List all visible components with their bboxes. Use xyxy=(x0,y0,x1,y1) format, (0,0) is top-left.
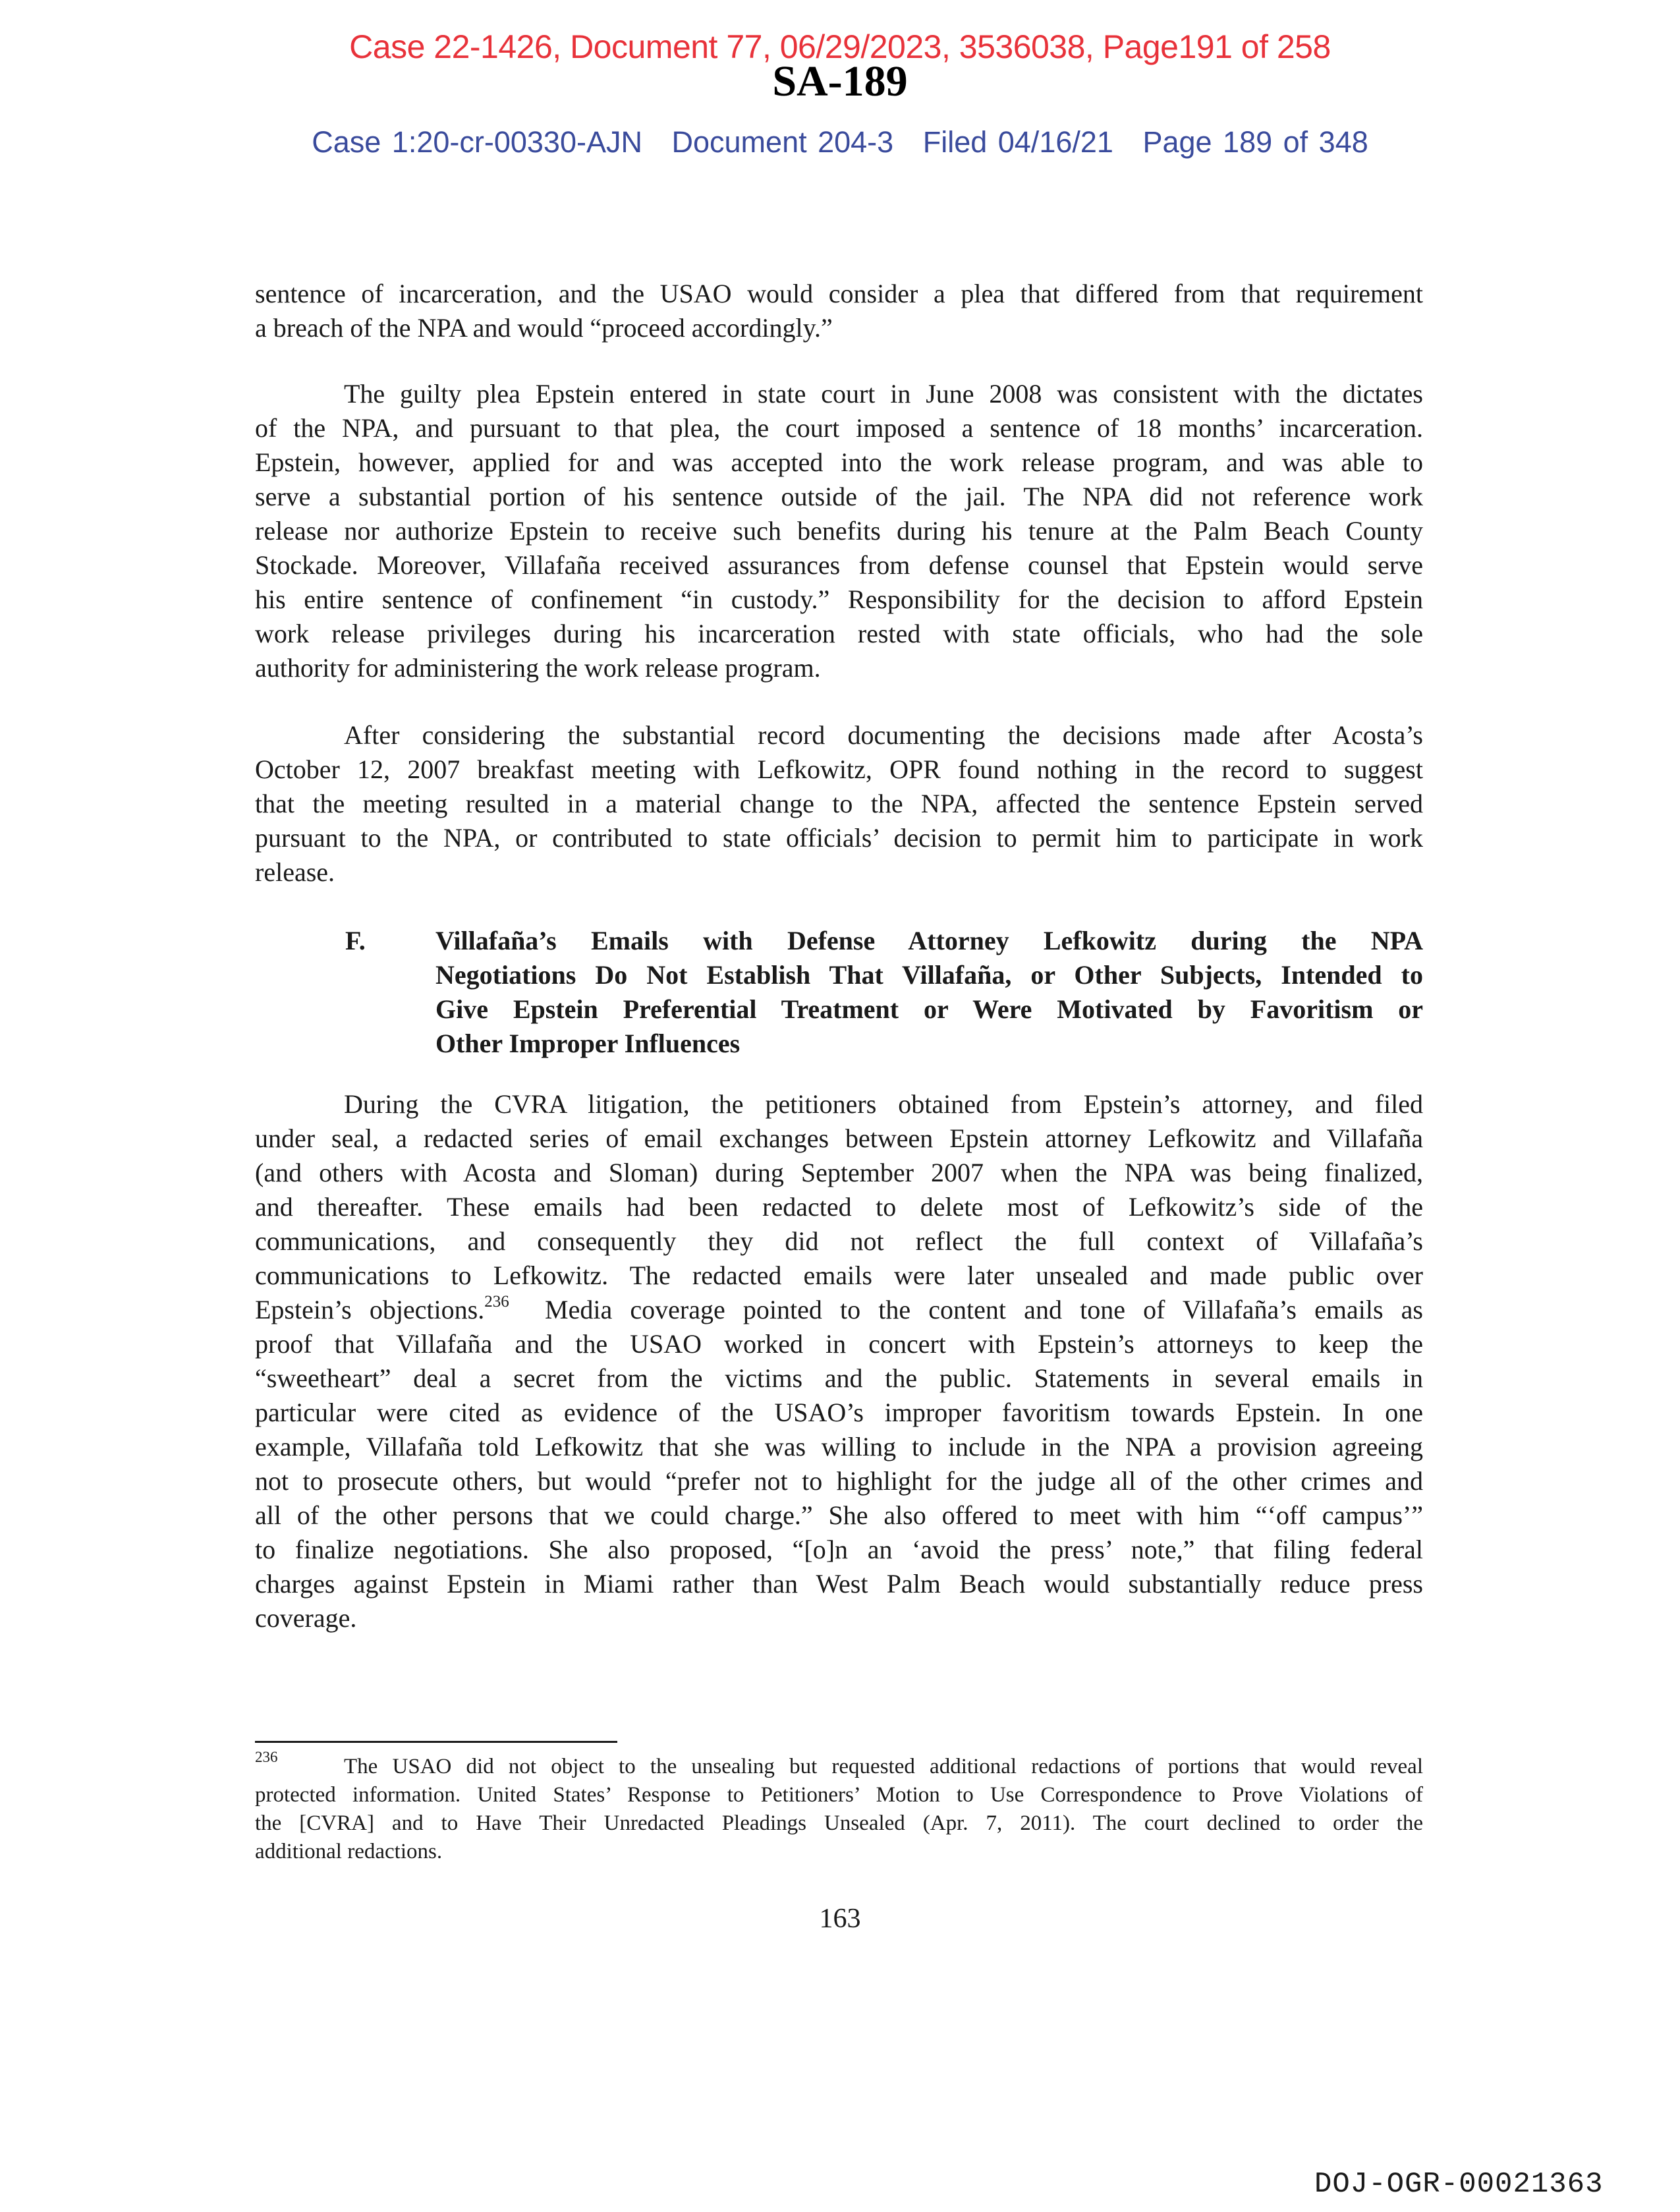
page-number: 163 xyxy=(819,1904,861,1934)
text-segment: Media coverage pointed to the content and tone of Villafaña’s emails as xyxy=(509,1295,1423,1324)
text-line: release. xyxy=(255,857,335,887)
footnote-236 xyxy=(255,1749,1423,1866)
footnote-line: additional redactions. xyxy=(255,1840,443,1863)
paragraph-continuation xyxy=(255,277,1423,345)
bates-number: DOJ-OGR-00021363 xyxy=(1314,2168,1604,2201)
text-line: coverage. xyxy=(255,1603,357,1633)
text-line: his entire sentence of confinement “in custody.” Responsibility for the decision to afford Epstein xyxy=(255,584,1423,614)
heading-line: Give Epstein Preferential Treatment or Were Motivated by Favoritism or xyxy=(435,994,1423,1024)
text-line: of the NPA, and pursuant to that plea, the court imposed a sentence of 18 months’ incarceration. xyxy=(255,413,1423,443)
text-line: October 12, 2007 breakfast meeting with Lefkowitz, OPR found nothing in the record to suggest xyxy=(255,754,1423,784)
paragraph-opr-finding xyxy=(255,718,1423,890)
text-line: communications, and consequently they did not reflect the full context of Villafaña’s xyxy=(255,1226,1423,1256)
district-case-number: Case 1:20-cr-00330-AJN xyxy=(312,125,642,159)
text-line: to finalize negotiations. She also proposed, “[o]n an ‘avoid the press’ note,” that filing federal xyxy=(255,1535,1423,1564)
section-letter: F. xyxy=(345,926,366,955)
footnote-line: The USAO did not object to the unsealing but requested additional redactions of portions that would reveal xyxy=(344,1755,1423,1778)
heading-line: Other Improper Influences xyxy=(435,1029,741,1058)
text-line: and thereafter. These emails had been redacted to delete most of Lefkowitz’s side of the xyxy=(255,1192,1423,1222)
text-line: “sweetheart” deal a secret from the victims and the public. Statements in several emails in xyxy=(255,1363,1423,1393)
text-line: that the meeting resulted in a material change to the NPA, affected the sentence Epstein served xyxy=(255,789,1423,818)
heading-line: Negotiations Do Not Establish That Villafaña, or Other Subjects, Intended to xyxy=(435,960,1423,990)
footnote-number: 236 xyxy=(255,1749,278,1765)
text-line: Epstein, however, applied for and was accepted into the work release program, and was able to xyxy=(255,447,1423,477)
paragraph-cvra-emails xyxy=(255,1087,1423,1635)
footnote-separator xyxy=(255,1741,617,1743)
text-line: authority for administering the work release program. xyxy=(255,653,821,683)
text-line: During the CVRA litigation, the petitioners obtained from Epstein’s attorney, and filed xyxy=(344,1089,1423,1119)
text-line: proof that Villafaña and the USAO worked in concert with Epstein’s attorneys to keep the xyxy=(255,1329,1423,1359)
section-heading-text xyxy=(435,924,1423,1061)
text-line: communications to Lefkowitz. The redacted emails were later unsealed and made public over xyxy=(255,1261,1423,1290)
text-line: Stockade. Moreover, Villafaña received assurances from defense counsel that Epstein would serve xyxy=(255,550,1423,580)
appellate-case-stamp: Case 22-1426, Document 77, 06/29/2023, 3536038, Page191 of 258 xyxy=(349,28,1331,65)
text-line: example, Villafaña told Lefkowitz that she was willing to include in the NPA a provision agreeing xyxy=(255,1432,1423,1461)
text-line: pursuant to the NPA, or contributed to state officials’ decision to permit him to participate in work xyxy=(255,823,1423,853)
text-line: serve a substantial portion of his sentence outside of the jail. The NPA did not reference work xyxy=(255,482,1423,511)
text-line: particular were cited as evidence of the USAO’s improper favoritism towards Epstein. In one xyxy=(255,1398,1423,1427)
district-document-number: Document 204-3 xyxy=(671,125,894,159)
text-line-with-footnote-ref xyxy=(255,1293,1423,1327)
text-line: under seal, a redacted series of email exchanges between Epstein attorney Lefkowitz and Villafaña xyxy=(255,1123,1423,1153)
district-filed-date: Filed 04/16/21 xyxy=(922,125,1113,159)
text-line: After considering the substantial record documenting the decisions made after Acosta’s xyxy=(344,720,1423,750)
text-line: a breach of the NPA and would “proceed accordingly.” xyxy=(255,313,833,343)
district-case-stamp xyxy=(0,125,1680,159)
text-line: not to prosecute others, but would “prefer not to highlight for the judge all of the other crimes and xyxy=(255,1466,1423,1496)
text-line: charges against Epstein in Miami rather than West Palm Beach would substantially reduce press xyxy=(255,1569,1423,1599)
text-line: all of the other persons that we could charge.” She also offered to meet with him “‘off campus’” xyxy=(255,1500,1423,1530)
text-line: The guilty plea Epstein entered in state court in June 2008 was consistent with the dictates xyxy=(344,379,1423,409)
footnote-line: the [CVRA] and to Have Their Unredacted Pleadings Unsealed (Apr. 7, 2011). The court declined to order the xyxy=(255,1811,1423,1835)
text-line: work release privileges during his incarceration rested with state officials, who had the sole xyxy=(255,619,1423,648)
text-line: (and others with Acosta and Sloman) during September 2007 when the NPA was being finalized, xyxy=(255,1158,1423,1187)
text-segment: Epstein’s objections. xyxy=(255,1295,485,1324)
footnote-line: protected information. United States’ Response to Petitioners’ Motion to Use Correspondence to Prove Violations of xyxy=(255,1783,1423,1807)
text-line: release nor authorize Epstein to receive such benefits during his tenure at the Palm Beach County xyxy=(255,516,1423,546)
sa-page-label: SA-189 xyxy=(772,57,908,105)
district-page-count: Page 189 of 348 xyxy=(1142,125,1368,159)
footnote-reference-236[interactable]: 236 xyxy=(484,1292,509,1311)
text-line: sentence of incarceration, and the USAO would consider a plea that differed from that requirement xyxy=(255,279,1423,308)
paragraph-work-release xyxy=(255,377,1423,685)
heading-line: Villafaña’s Emails with Defense Attorney Lefkowitz during the NPA xyxy=(435,926,1423,955)
